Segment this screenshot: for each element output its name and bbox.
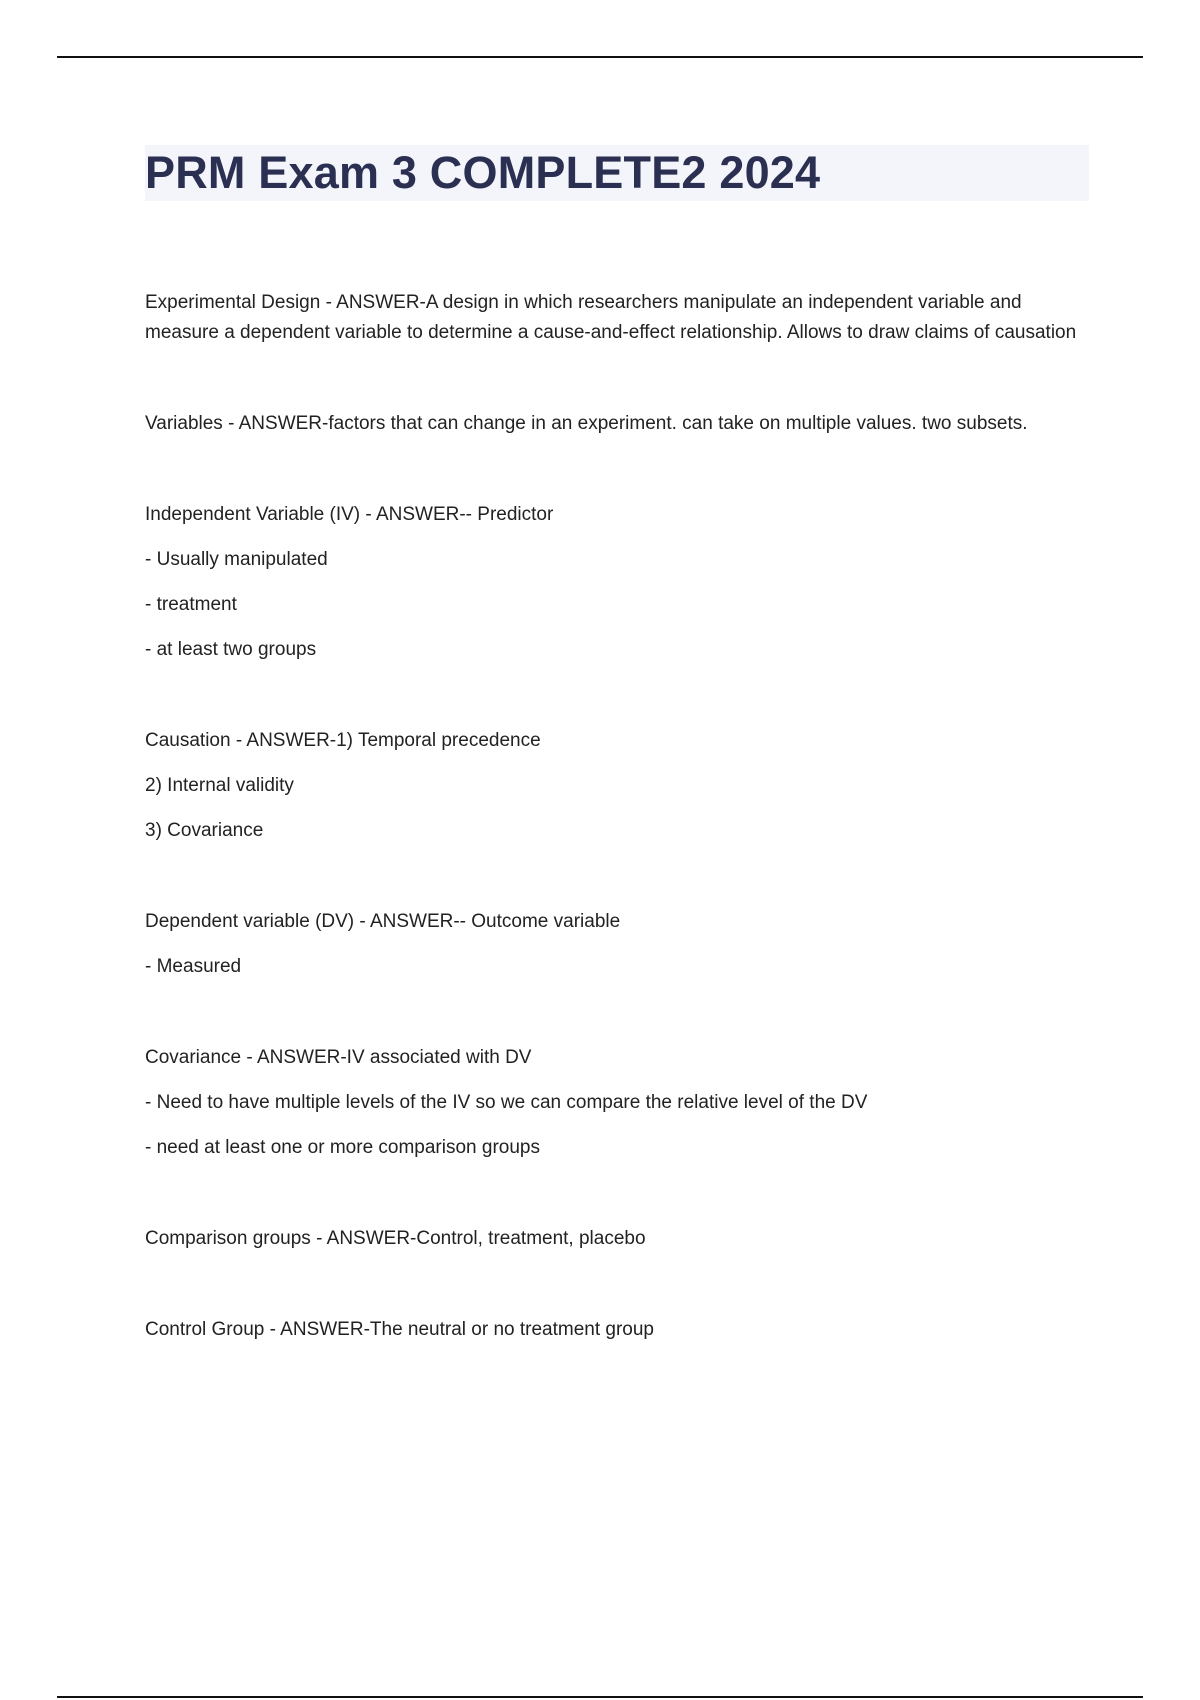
entry-dependent-variable xyxy=(145,907,1090,982)
entry-subline: 3) Covariance xyxy=(145,820,264,841)
entry-causation xyxy=(145,726,1090,846)
entry-text: Dependent variable (DV) - ANSWER-- Outcome variable xyxy=(145,911,621,932)
entry-subline: - Need to have multiple levels of the IV so we can compare the relative level of the DV xyxy=(145,1092,868,1113)
entry-comparison-groups xyxy=(145,1224,1090,1254)
header-rule xyxy=(57,56,1143,58)
entry-subline: 2) Internal validity xyxy=(145,775,294,796)
entry-text: Independent Variable (IV) - ANSWER-- Predictor xyxy=(145,504,554,525)
entry-control-group xyxy=(145,1315,1090,1345)
entry-subline: - Usually manipulated xyxy=(145,549,328,570)
entry-experimental-design xyxy=(145,288,1090,348)
entry-text: Variables - ANSWER-factors that can change in an experiment. can take on multiple values. two subsets. xyxy=(145,413,1028,434)
entry-text: Comparison groups - ANSWER-Control, treatment, placebo xyxy=(145,1228,646,1249)
footer-rule xyxy=(57,1696,1143,1698)
document-body xyxy=(145,288,1090,1406)
entry-subline: - Measured xyxy=(145,956,242,977)
page-title: PRM Exam 3 COMPLETE2 2024 xyxy=(145,147,821,198)
entry-covariance xyxy=(145,1043,1090,1163)
entry-variables xyxy=(145,409,1090,439)
entry-text: Experimental Design - ANSWER-A design in which researchers manipulate an independent variable and measure a dependent variable to determine a cause-and-effect relationship. Allows to draw claims of causation xyxy=(145,292,1077,343)
entry-subline: - need at least one or more comparison groups xyxy=(145,1137,540,1158)
entry-text: Causation - ANSWER-1) Temporal precedence xyxy=(145,730,541,751)
entry-text: Control Group - ANSWER-The neutral or no treatment group xyxy=(145,1319,655,1340)
entry-independent-variable xyxy=(145,500,1090,665)
entry-subline: - at least two groups xyxy=(145,639,317,660)
entry-text: Covariance - ANSWER-IV associated with DV xyxy=(145,1047,532,1068)
entry-subline: - treatment xyxy=(145,594,237,615)
